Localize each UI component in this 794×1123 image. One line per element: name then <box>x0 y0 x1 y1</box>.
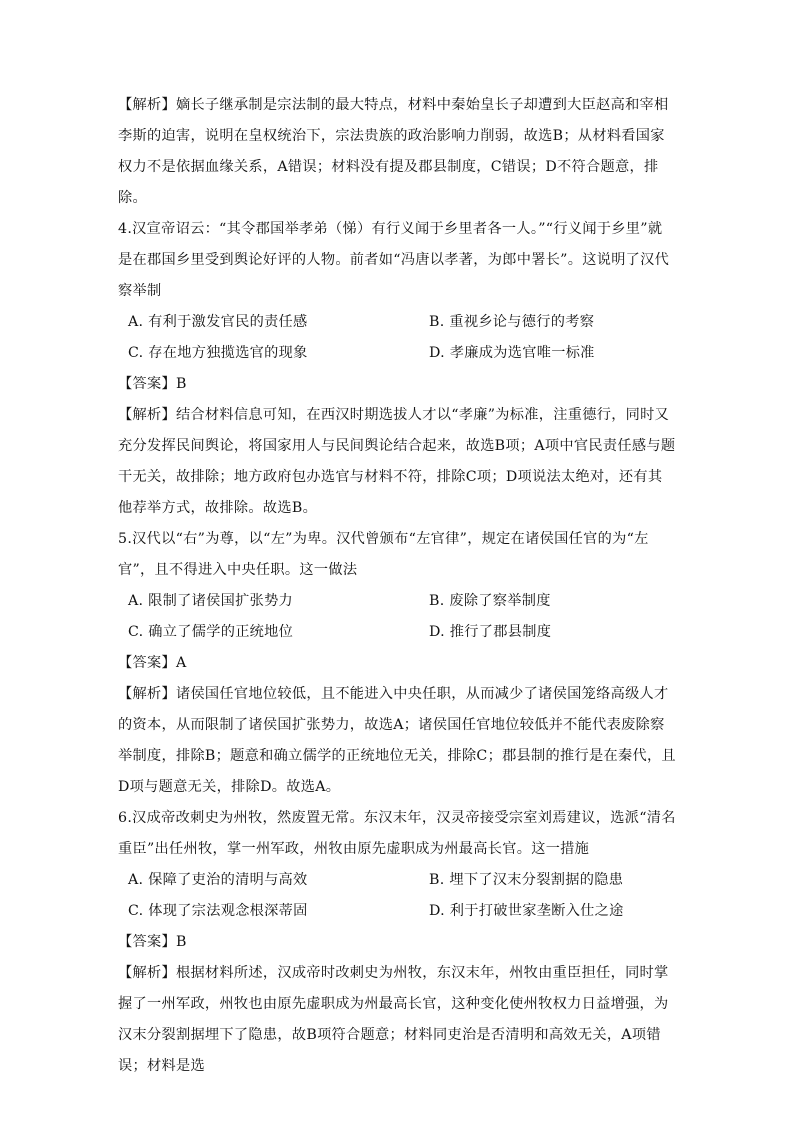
option-d: D. 利于打破世家垄断入仕之途 <box>429 903 624 919</box>
answer-text: A <box>175 655 187 671</box>
question-text: 5.汉代以“右”为尊，以“左”为卑。汉代曾颁布“左官律”，规定在诸侯国任官的为“左官”，且不得进入中央任职。这一做法 <box>118 531 649 578</box>
analysis-paragraph <box>118 958 676 1082</box>
question-text: 6.汉成帝改刺史为州牧，然废置无常。东汉末年，汉灵帝接受宗室刘焉建议，选派“清名重臣”出任州牧，掌一州军政，州牧由原先虚职成为州最高长官。这一措施 <box>118 810 676 857</box>
options-group <box>118 307 676 369</box>
document-body <box>118 90 676 1082</box>
jiexi-tag: 【解析】 <box>118 686 176 702</box>
jiexi-text: 根据材料所述，汉成帝时改刺史为州牧，东汉末年，州牧由重臣担任，同时掌握了一州军政，州牧也由原先虚职成为州最高长官，这种变化使州牧权力日益增强，为汉末分裂割据埋下了隐患，故B项符合题意；材料同吏治是否清明和高效无关，A项错误；材料是选 <box>118 965 669 1074</box>
option-b: B. 埋下了汉末分裂割据的隐患 <box>429 872 624 888</box>
jiexi-tag: 【解析】 <box>118 965 176 981</box>
option-c: C. 确立了儒学的正统地位 <box>128 624 294 640</box>
option-c: C. 体现了宗法观念根深蒂固 <box>128 903 308 919</box>
jiexi-text: 嫡长子继承制是宗法制的最大特点，材料中秦始皇长子却遭到大臣赵高和宰相李斯的迫害，说明在皇权统治下，宗法贵族的政治影响力削弱，故选B；从材料看国家权力不是依据血缘关系，A错误；材料没有提及郡县制度，C错误；D不符合题意，排除。 <box>118 97 669 206</box>
answer-tag: 【答案】 <box>118 376 176 392</box>
analysis-paragraph <box>118 679 676 803</box>
answer-text: B <box>175 934 187 950</box>
analysis-paragraph <box>118 400 676 524</box>
question-stem <box>118 803 676 865</box>
option-b: B. 重视乡论与德行的考察 <box>429 314 595 330</box>
answer-line <box>118 648 676 679</box>
answer-tag: 【答案】 <box>118 934 176 950</box>
answer-text: B <box>175 376 187 392</box>
jiexi-text: 结合材料信息可知，在西汉时期选拔人才以“孝廉”为标准，注重德行，同时又充分发挥民间舆论，将国家用人与民间舆论结合起来，故选B项；A项中官民责任感与题干无关，故排除；地方政府包办选官与材料不符，排除C项；D项说法太绝对，还有其他荐举方式，故排除。故选B。 <box>118 407 676 516</box>
question-stem <box>118 214 676 307</box>
option-d: D. 推行了郡县制度 <box>429 624 552 640</box>
question-text: 4.汉宣帝诏云：“其令郡国举孝弟（悌）有行义闻于乡里者各一人。”“行义闻于乡里”就是在郡国乡里受到舆论好评的人物。前者如“冯唐以孝著，为郎中署长”。这说明了汉代察举制 <box>118 221 670 299</box>
options-group <box>118 586 676 648</box>
option-a: A. 限制了诸侯国扩张势力 <box>128 593 294 609</box>
question-stem <box>118 524 676 586</box>
jiexi-text: 诸侯国任官地位较低，且不能进入中央任职，从而减少了诸侯国笼络高级人才的资本，从而限制了诸侯国扩张势力，故选A；诸侯国任官地位较低并不能代表废除察举制度，排除B；题意和确立儒学的正统地位无关，排除C；郡县制的推行是在秦代，且D项与题意无关，排除D。故选A。 <box>118 686 676 795</box>
answer-line <box>118 369 676 400</box>
option-c: C. 存在地方独揽选官的现象 <box>128 345 308 361</box>
option-b: B. 废除了察举制度 <box>429 593 551 609</box>
answer-tag: 【答案】 <box>118 655 176 671</box>
jiexi-tag: 【解析】 <box>118 407 176 423</box>
option-d: D. 孝廉成为选官唯一标准 <box>429 345 595 361</box>
option-a: A. 保障了吏治的清明与高效 <box>128 872 308 888</box>
analysis-paragraph <box>118 90 676 214</box>
answer-line <box>118 927 676 958</box>
jiexi-tag: 【解析】 <box>118 97 176 113</box>
options-group <box>118 865 676 927</box>
option-a: A. 有利于激发官民的责任感 <box>128 314 308 330</box>
